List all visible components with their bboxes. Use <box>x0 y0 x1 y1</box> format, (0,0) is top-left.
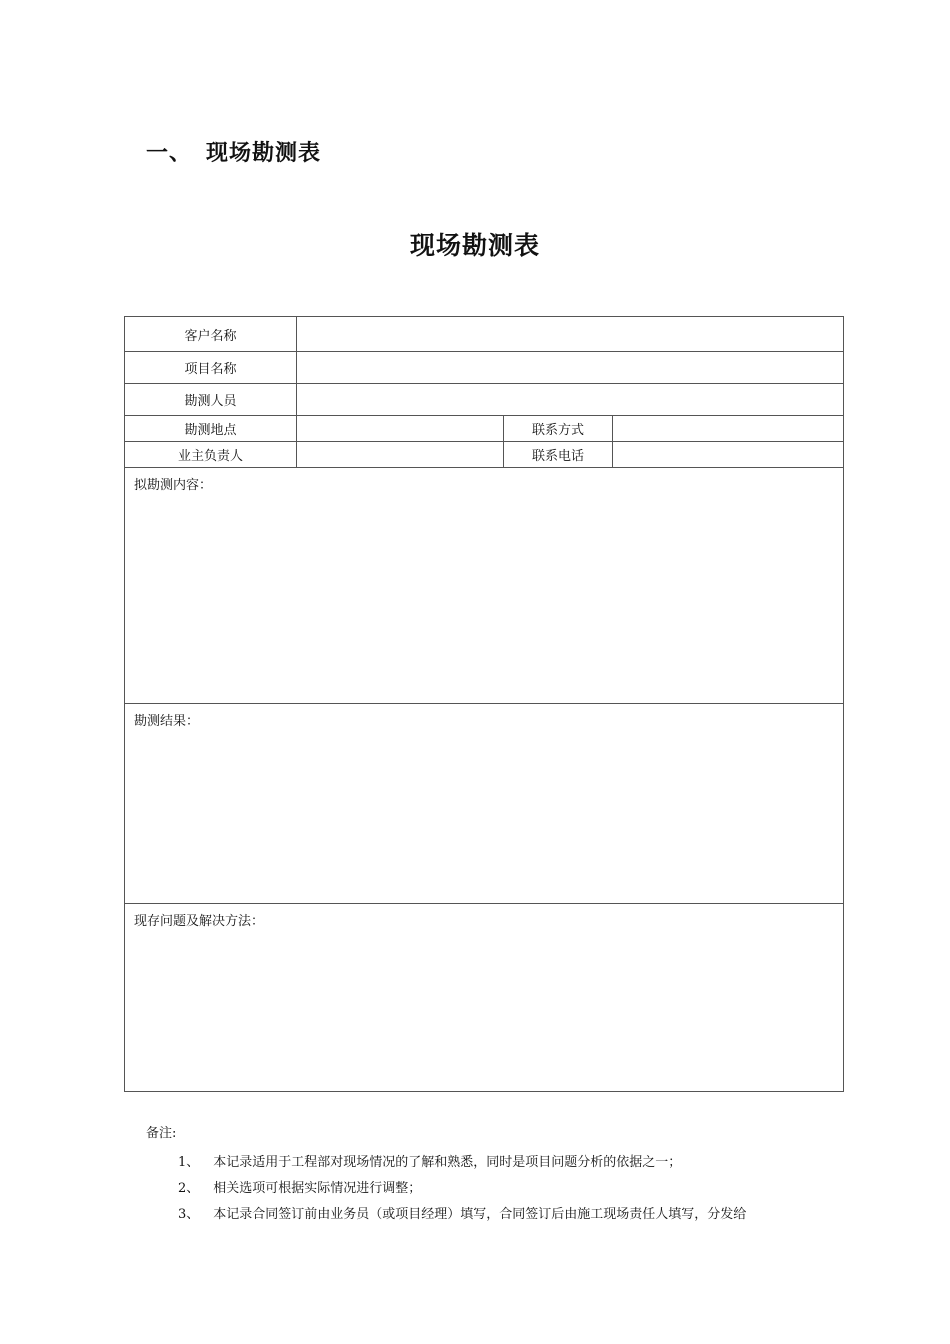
note-number: 3、 <box>178 1207 200 1222</box>
owner-row <box>125 442 844 468</box>
note-number: 2、 <box>178 1181 200 1196</box>
issues-label: 现存问题及解决方法： <box>134 914 265 929</box>
note-text: 本记录合同签订前由业务员（或项目经理）填写，合同签订后由施工现场责任人填写，分发给 <box>213 1207 747 1222</box>
surveyor-field[interactable] <box>297 384 844 416</box>
note-text: 本记录适用于工程部对现场情况的了解和熟悉，同时是项目问题分析的依据之一； <box>213 1155 682 1170</box>
note-text: 相关选项可根据实际情况进行调整； <box>213 1181 422 1196</box>
project-name-row <box>125 352 844 384</box>
phone-label: 联系电话 <box>504 442 613 468</box>
customer-name-field[interactable] <box>297 317 844 352</box>
contact-method-label: 联系方式 <box>504 416 613 442</box>
planned-content-row <box>125 468 844 704</box>
section-title: 现场勘测表 <box>206 141 322 166</box>
issues-row <box>125 904 844 1092</box>
section-heading <box>146 136 321 167</box>
location-field[interactable] <box>297 416 504 442</box>
owner-label: 业主负责人 <box>125 442 297 468</box>
planned-content-label: 拟勘测内容： <box>134 478 213 493</box>
note-item <box>146 1203 846 1222</box>
project-name-field[interactable] <box>297 352 844 384</box>
note-number: 1、 <box>178 1155 200 1170</box>
project-name-label: 项目名称 <box>125 352 297 384</box>
issues-area[interactable] <box>125 904 844 1092</box>
survey-form-table <box>124 316 844 1092</box>
note-item <box>146 1151 846 1170</box>
surveyor-label: 勘测人员 <box>125 384 297 416</box>
survey-result-label: 勘测结果： <box>134 714 200 729</box>
survey-result-row <box>125 704 844 904</box>
owner-field[interactable] <box>297 442 504 468</box>
form-title: 现场勘测表 <box>409 231 540 260</box>
phone-field[interactable] <box>613 442 844 468</box>
contact-method-field[interactable] <box>613 416 844 442</box>
location-label: 勘测地点 <box>125 416 297 442</box>
survey-result-area[interactable] <box>125 704 844 904</box>
customer-name-label: 客户名称 <box>125 317 297 352</box>
planned-content-area[interactable] <box>125 468 844 704</box>
note-item <box>146 1177 846 1196</box>
section-number: 一、 <box>146 141 193 166</box>
notes-section <box>146 1122 846 1229</box>
notes-title: 备注: <box>146 1126 177 1141</box>
customer-name-row <box>125 317 844 352</box>
surveyor-row <box>125 384 844 416</box>
location-row <box>125 416 844 442</box>
